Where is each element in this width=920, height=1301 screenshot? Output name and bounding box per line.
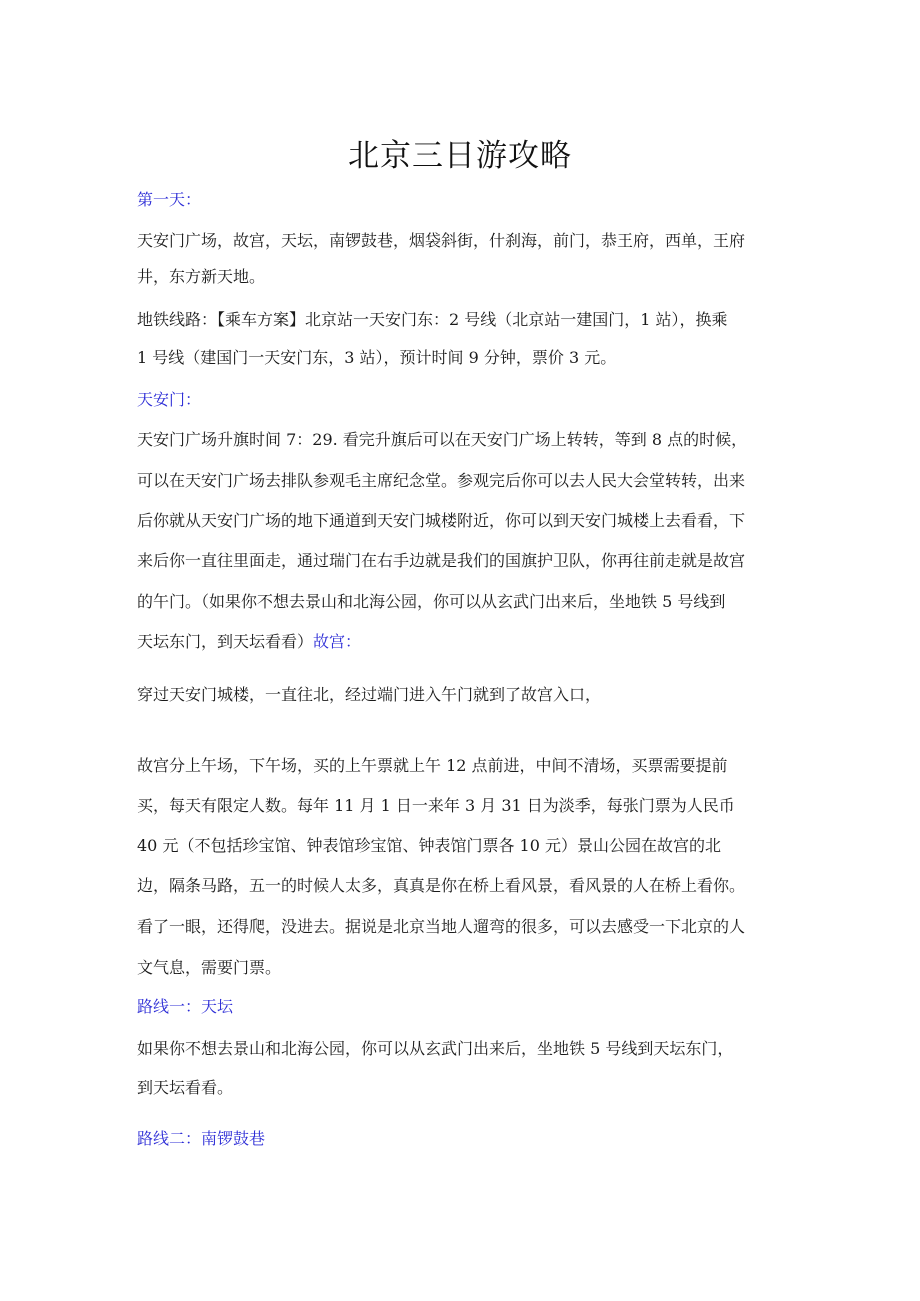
route1-heading: 路线一：天坛 — [137, 997, 234, 1016]
tiananmen-heading: 天安门： — [137, 390, 202, 409]
gugong-text-line: 故宫分上午场，下午场，买的上午票就上午 12 点前进，中间不清场，买票需要提前 — [137, 756, 728, 775]
route1-text-line: 到天坛看看。 — [137, 1078, 234, 1097]
tiananmen-text-line: 的午门。（如果你不想去景山和北海公园，你可以从玄武门出来后，坐地铁 5 号线到 — [137, 592, 726, 611]
gugong-text-line: 文气息，需要门票。 — [137, 958, 282, 977]
tiananmen-text-line: 来后你一直往里面走，通过瑞门在右手边就是我们的国旗护卫队，你再往前走就是故宫 — [137, 551, 746, 570]
tiananmen-text-line: 天安门广场升旗时间 7：29. 看完升旗后可以在天安门广场上转转，等到 8 点的时候， — [137, 430, 748, 449]
day1-sights-line: 天安门广场，故宫，天坛，南锣鼓巷，烟袋斜街，什刹海，前门，恭王府，西单，王府 — [137, 231, 746, 250]
route2-heading: 路线二：南锣鼓巷 — [137, 1129, 266, 1148]
tiananmen-last-line — [137, 632, 361, 652]
subway-route-line: 地铁线路：【乘车方案】北京站一天安门东：2 号线（北京站一建国门，1 站），换乘 — [137, 310, 728, 329]
gugong-entry: 穿过天安门城楼，一直往北，经过端门进入午门就到了故宫入口， — [137, 685, 602, 704]
gugong-text-line: 40 元（不包括珍宝馆、钟表馆珍宝馆、钟表馆门票各 10 元）景山公园在故宫的北 — [137, 836, 721, 855]
gugong-heading: 故宫： — [313, 632, 362, 651]
tiananmen-text-line: 可以在天安门广场去排队参观毛主席纪念堂。参观完后你可以去人民大会堂转转，出来 — [137, 471, 746, 490]
tiananmen-text-end: 天坛东门，到天坛看看） — [137, 632, 314, 651]
gugong-text-line: 边，隔条马路，五一的时候人太多，真真是你在桥上看风景，看风景的人在桥上看你。 — [137, 876, 746, 895]
page-title: 北京三日游攻略 — [348, 138, 572, 174]
gugong-text-line: 看了一眼，还得爬，没进去。据说是北京当地人遛弯的很多，可以去感受一下北京的人 — [137, 917, 746, 936]
day1-heading: 第一天： — [137, 190, 202, 209]
gugong-text-line: 买，每天有限定人数。每年 11 月 1 日一来年 3 月 31 日为淡季，每张门票为人民币 — [137, 796, 735, 815]
tiananmen-text-line: 后你就从天安门广场的地下通道到天安门城楼附近，你可以到天安门城楼上去看看，下 — [137, 511, 746, 530]
subway-route-line: 1 号线（建国门一天安门东，3 站），预计时间 9 分钟，票价 3 元。 — [137, 348, 617, 367]
route1-text-line: 如果你不想去景山和北海公园，你可以从玄武门出来后，坐地铁 5 号线到天坛东门， — [137, 1039, 734, 1058]
day1-sights-line: 井，东方新天地。 — [137, 267, 266, 286]
